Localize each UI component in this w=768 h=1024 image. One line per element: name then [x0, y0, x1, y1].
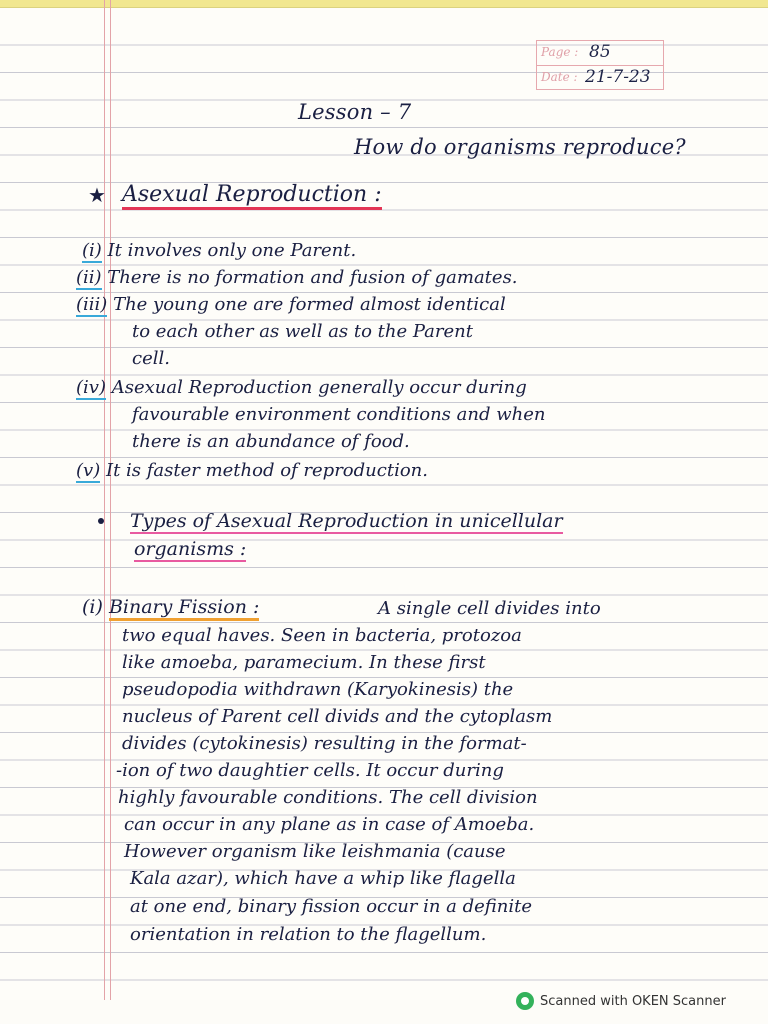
point-iv: (iv) Asexual Reproduction generally occur during [76, 377, 527, 398]
page-date-box [536, 40, 664, 90]
point-ii: (ii) There is no formation and fusion of gamates. [76, 267, 518, 288]
point-iv-line-3: there is an abundance of food. [132, 431, 410, 452]
binary-fission-label: (i) Binary Fission : [82, 596, 259, 618]
bf-line: pseudopodia withdrawn (Karyokinesis) the [122, 679, 514, 700]
bf-line: highly favourable conditions. The cell division [118, 787, 538, 808]
page-number: 85 [589, 42, 611, 62]
bf-line: at one end, binary fission occur in a definite [130, 896, 533, 917]
point-iii: (iii) The young one are formed almost identical [76, 294, 506, 315]
margin-line [104, 0, 105, 1000]
scanner-text: Scanned with OKEN Scanner [540, 993, 726, 1009]
binary-fission-first-line: A single cell divides into [378, 598, 601, 619]
star-icon: ★ [88, 183, 107, 207]
bullet-icon [98, 518, 104, 524]
point-v: (v) It is faster method of reproduction. [76, 460, 428, 481]
bf-line: Kala azar), which have a whip like flagella [130, 868, 516, 889]
lesson-question: How do organisms reproduce? [354, 135, 686, 159]
types-heading-line-2: organisms : [134, 538, 247, 560]
oken-logo-icon [516, 992, 534, 1010]
bf-line: nucleus of Parent cell divids and the cytoplasm [122, 706, 553, 727]
point-i: (i) It involves only one Parent. [82, 240, 357, 261]
margin-line [110, 0, 111, 1000]
page-label: Page : [541, 45, 579, 59]
asexual-heading: Asexual Reproduction : [122, 182, 382, 207]
bf-line: like amoeba, paramecium. In these first [122, 652, 486, 673]
bf-line: two equal haves. Seen in bacteria, protozoa [122, 625, 522, 646]
scanner-watermark [516, 990, 726, 1012]
page-top-edge [0, 0, 768, 8]
bf-line: can occur in any plane as in case of Amoeba. [124, 814, 535, 835]
bf-line: However organism like leishmania (cause [124, 841, 506, 862]
bf-line: -ion of two daughtier cells. It occur during [116, 760, 504, 781]
point-iii-line-3: cell. [132, 348, 170, 369]
lesson-title: Lesson – 7 [298, 100, 412, 124]
types-heading-line-1: Types of Asexual Reproduction in unicellular [130, 510, 563, 532]
bf-line: orientation in relation to the flagellum. [130, 924, 487, 945]
date-value: 21-7-23 [585, 67, 651, 87]
point-iii-line-2: to each other as well as to the Parent [132, 321, 473, 342]
bf-line: divides (cytokinesis) resulting in the format- [122, 733, 527, 754]
date-label: Date : [541, 70, 578, 84]
point-iv-line-2: favourable environment conditions and when [132, 404, 546, 425]
